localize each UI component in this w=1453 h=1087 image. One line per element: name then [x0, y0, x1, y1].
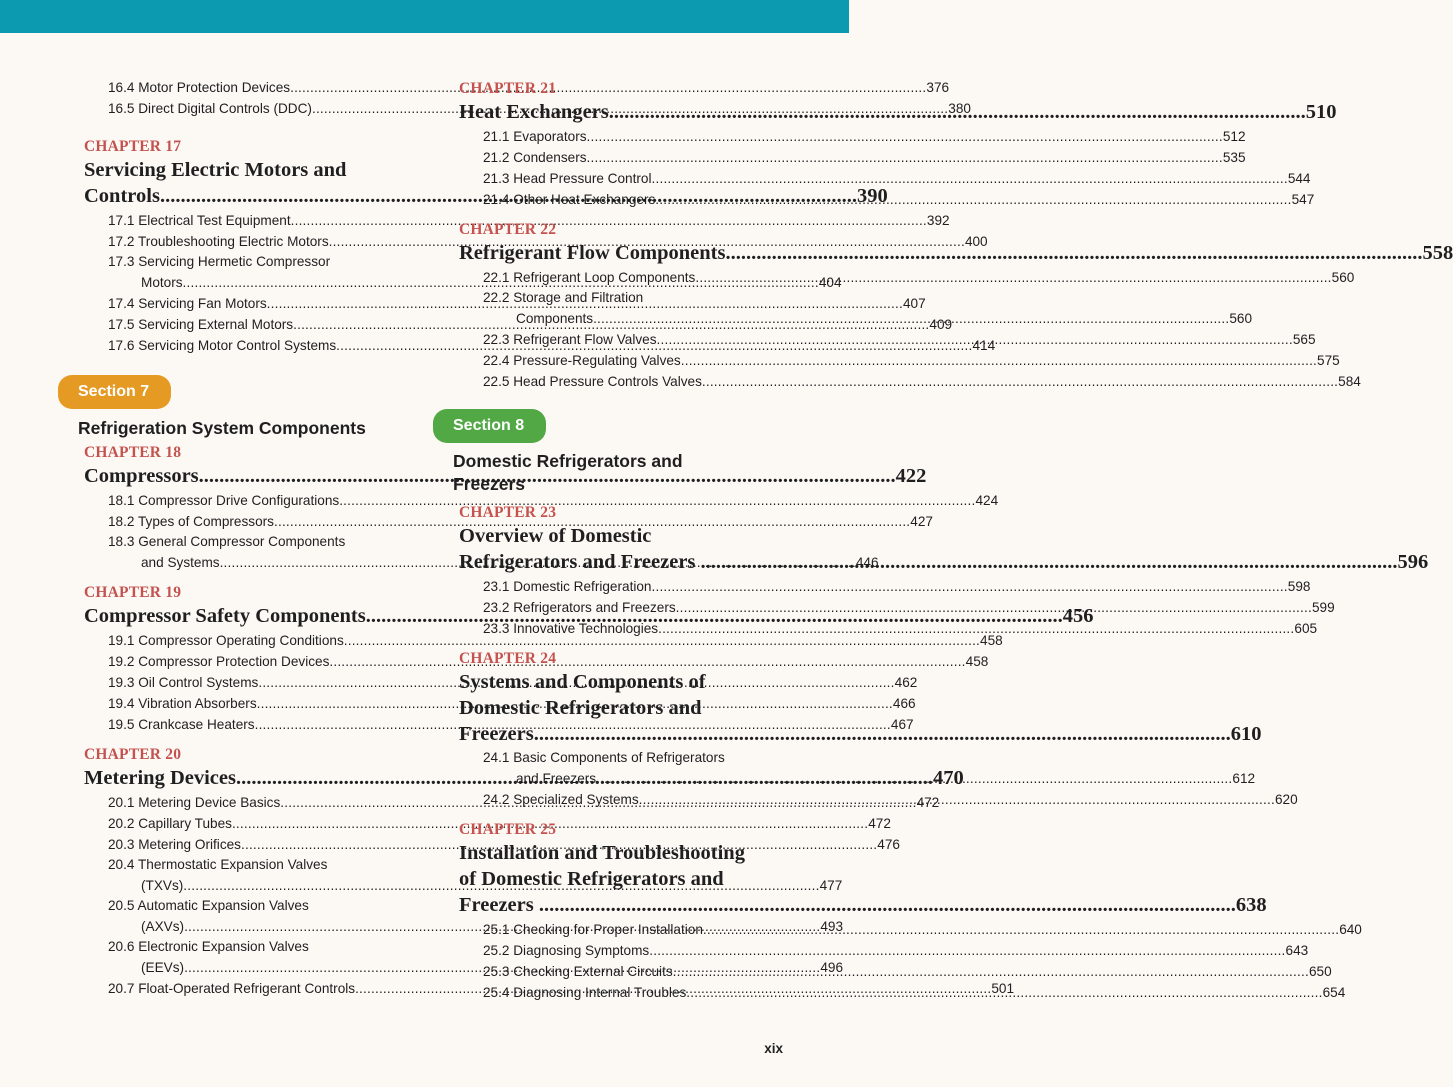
- toc-entry[interactable]: 20.7 Float-Operated Refrigerant Controls ..... 501: [84, 978, 409, 999]
- toc-entry[interactable]: 25.4 Diagnosing Internal Troubles ..... 654: [459, 982, 784, 1003]
- toc-entry[interactable]: 19.4 Vibration Absorbers ..... 466: [84, 693, 409, 714]
- toc-entry[interactable]: 23.2 Refrigerators and Freezers ..... 599: [459, 597, 784, 618]
- chapter-title[interactable]: Servicing Electric Motors and: [84, 159, 347, 181]
- section-title: Domestic Refrigerators and: [453, 451, 683, 471]
- toc-entry[interactable]: and Systems ..... 446: [84, 552, 409, 573]
- toc-entry[interactable]: 19.1 Compressor Operating Conditions ..... 458: [84, 630, 409, 651]
- toc-entry[interactable]: 17.5 Servicing External Motors ..... 409: [84, 314, 409, 335]
- chapter-title[interactable]: Refrigerant Flow Components ..... 558: [459, 241, 784, 265]
- toc-entry[interactable]: 20.4 Thermostatic Expansion Valves: [108, 857, 328, 872]
- chapter-title[interactable]: of Domestic Refrigerators and: [459, 868, 724, 890]
- chapter-title[interactable]: Overview of Domestic: [459, 525, 652, 547]
- toc-entry[interactable]: (TXVs) ..... 477: [84, 875, 409, 896]
- toc-entry[interactable]: 20.2 Capillary Tubes ..... 472: [84, 813, 409, 834]
- chapter-label: CHAPTER 25: [459, 821, 557, 838]
- page-number: xix: [764, 1041, 783, 1056]
- toc-entry[interactable]: 20.5 Automatic Expansion Valves: [108, 898, 309, 913]
- toc-entry[interactable]: 21.3 Head Pressure Control ..... 544: [459, 168, 784, 189]
- section-badge: Section 8: [433, 409, 546, 443]
- chapter-label: CHAPTER 23: [459, 504, 557, 521]
- toc-entry[interactable]: Motors ..... 404: [84, 272, 409, 293]
- header-band: [0, 0, 849, 33]
- toc-entry[interactable]: 20.1 Metering Device Basics ..... 472: [84, 792, 409, 813]
- chapter-title[interactable]: Refrigerators and Freezers ..... 596: [459, 550, 784, 574]
- chapter-title[interactable]: Systems and Components of: [459, 671, 706, 693]
- toc-entry[interactable]: 19.3 Oil Control Systems ..... 462: [84, 672, 409, 693]
- chapter-title[interactable]: Installation and Troubleshooting: [459, 842, 745, 864]
- toc-entry[interactable]: 18.1 Compressor Drive Configurations ..... 424: [84, 490, 409, 511]
- toc-entry[interactable]: 25.3 Checking External Circuits ..... 650: [459, 961, 784, 982]
- section-badge: Section 7: [58, 375, 171, 409]
- toc-entry[interactable]: (EEVs) ..... 496: [84, 957, 409, 978]
- toc-entry[interactable]: 22.5 Head Pressure Controls Valves ..... 584: [459, 371, 784, 392]
- chapter-title[interactable]: Compressors ..... 422: [84, 464, 409, 488]
- chapter-title[interactable]: Heat Exchangers ..... 510: [459, 100, 784, 124]
- toc-entry[interactable]: 16.4 Motor Protection Devices ..... 376: [84, 77, 409, 98]
- chapter-label: CHAPTER 19: [84, 584, 182, 601]
- chapter-label: CHAPTER 21: [459, 80, 557, 97]
- toc-entry[interactable]: 22.2 Storage and Filtration: [483, 290, 644, 305]
- toc-entry[interactable]: 17.3 Servicing Hermetic Compressor: [108, 254, 331, 269]
- toc-entry[interactable]: 22.4 Pressure-Regulating Valves ..... 575: [459, 350, 784, 371]
- toc-entry[interactable]: 20.6 Electronic Expansion Valves: [108, 939, 309, 954]
- toc-entry[interactable]: (AXVs) ..... 493: [84, 916, 409, 937]
- chapter-title[interactable]: Compressor Safety Components ..... 456: [84, 604, 409, 628]
- toc-entry[interactable]: 18.2 Types of Compressors ..... 427: [84, 511, 409, 532]
- section-title: Freezers: [453, 474, 525, 494]
- toc-entry[interactable]: 23.1 Domestic Refrigeration ..... 598: [459, 576, 784, 597]
- chapter-title[interactable]: Metering Devices ..... 470: [84, 766, 409, 790]
- toc-entry[interactable]: 20.3 Metering Orifices ..... 476: [84, 834, 409, 855]
- toc-entry[interactable]: 17.4 Servicing Fan Motors ..... 407: [84, 293, 409, 314]
- chapter-title[interactable]: Domestic Refrigerators and: [459, 697, 702, 719]
- toc-entry[interactable]: 21.1 Evaporators ..... 512: [459, 126, 784, 147]
- chapter-title[interactable]: Controls ..... 390: [84, 184, 409, 208]
- toc-entry[interactable]: 16.5 Direct Digital Controls (DDC) ..... 380: [84, 98, 409, 119]
- toc-entry[interactable]: 19.2 Compressor Protection Devices ..... 458: [84, 651, 409, 672]
- chapter-label: CHAPTER 18: [84, 444, 182, 461]
- toc-entry[interactable]: 21.2 Condensers ..... 535: [459, 147, 784, 168]
- chapter-title[interactable]: Freezers ..... 610: [459, 722, 784, 746]
- toc-entry[interactable]: 17.6 Servicing Motor Control Systems ..... 414: [84, 335, 409, 356]
- toc-entry[interactable]: 21.4 Other Heat Exchangers ..... 547: [459, 189, 784, 210]
- chapter-title[interactable]: Freezers ..... 638: [459, 893, 784, 917]
- chapter-label: CHAPTER 22: [459, 221, 557, 238]
- toc-entry[interactable]: and Freezers ..... 612: [459, 768, 784, 789]
- chapter-label: CHAPTER 24: [459, 650, 557, 667]
- toc-entry[interactable]: 22.3 Refrigerant Flow Valves ..... 565: [459, 329, 784, 350]
- toc-entry[interactable]: 24.2 Specialized Systems ..... 620: [459, 789, 784, 810]
- toc-entry[interactable]: 23.3 Innovative Technologies ..... 605: [459, 618, 784, 639]
- chapter-label: CHAPTER 20: [84, 746, 182, 763]
- toc-entry[interactable]: 19.5 Crankcase Heaters ..... 467: [84, 714, 409, 735]
- toc-entry[interactable]: 18.3 General Compressor Components: [108, 534, 346, 549]
- toc-entry[interactable]: 17.2 Troubleshooting Electric Motors ..... 400: [84, 231, 409, 252]
- toc-entry[interactable]: 24.1 Basic Components of Refrigerators: [483, 750, 725, 765]
- toc-entry[interactable]: 17.1 Electrical Test Equipment ..... 392: [84, 210, 409, 231]
- toc-entry[interactable]: 25.1 Checking for Proper Installation ..... 640: [459, 919, 784, 940]
- toc-entry[interactable]: 22.1 Refrigerant Loop Components ..... 560: [459, 267, 784, 288]
- toc-entry[interactable]: Components ..... 560: [459, 308, 784, 329]
- toc-entry[interactable]: 25.2 Diagnosing Symptoms ..... 643: [459, 940, 784, 961]
- chapter-label: CHAPTER 17: [84, 138, 182, 155]
- section-title: Refrigeration System Components: [78, 418, 366, 438]
